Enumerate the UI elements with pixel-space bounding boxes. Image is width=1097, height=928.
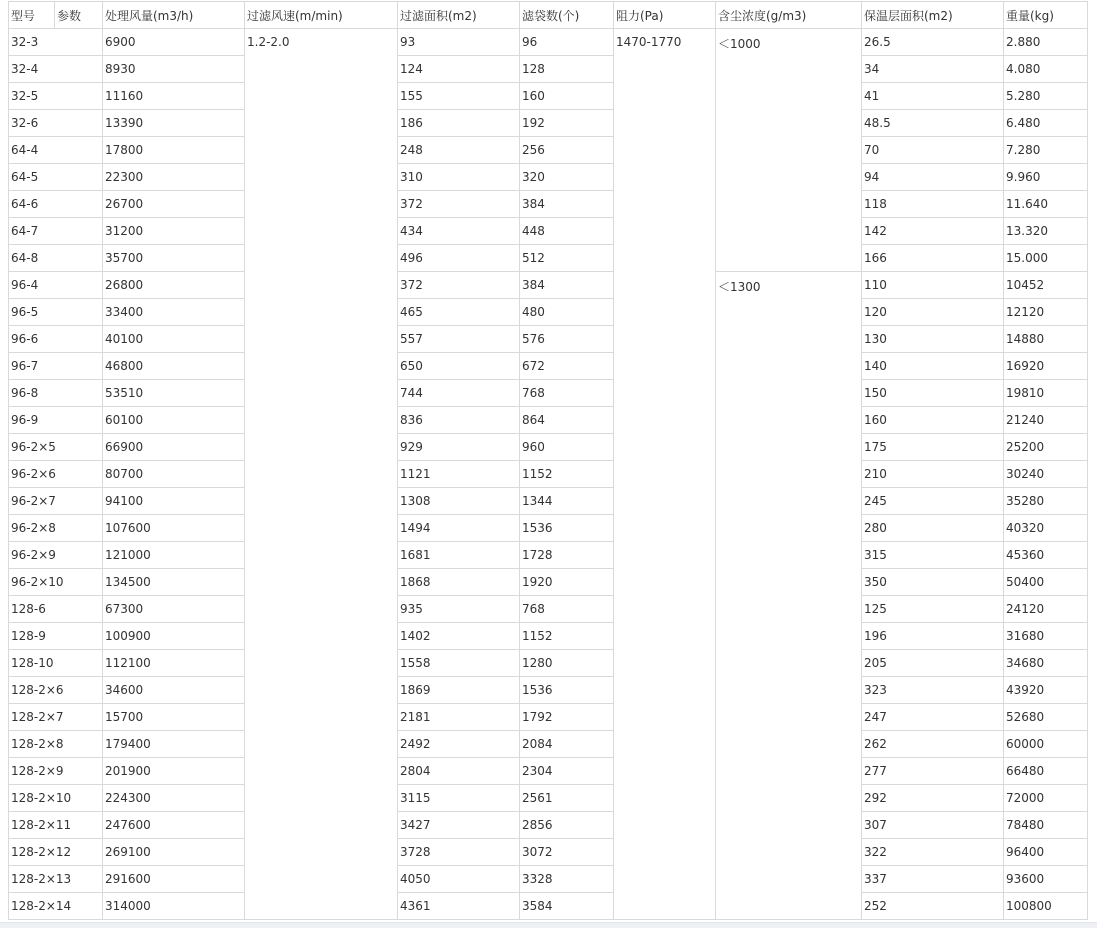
cell-bags: 192 [520,110,614,137]
cell-model: 64-5 [9,164,103,191]
table-row [9,515,1088,542]
cell-insulation: 70 [862,137,1004,164]
cell-model: 128-2×14 [9,893,103,920]
cell-area: 496 [398,245,520,272]
cell-insulation: 48.5 [862,110,1004,137]
table-row [9,704,1088,731]
cell-model: 96-2×10 [9,569,103,596]
cell-airflow: 26700 [103,191,245,218]
cell-weight: 93600 [1004,866,1088,893]
cell-weight: 12120 [1004,299,1088,326]
cell-bags: 1344 [520,488,614,515]
cell-bags: 3328 [520,866,614,893]
cell-airflow: 291600 [103,866,245,893]
table-row [9,29,1088,56]
cell-weight: 10452 [1004,272,1088,299]
header-velocity: 过滤风速(m/min) [245,2,398,29]
table-row [9,245,1088,272]
cell-model: 128-2×9 [9,758,103,785]
cell-insulation: 166 [862,245,1004,272]
horizontal-scrollbar-track[interactable] [0,922,1097,928]
cell-bags: 320 [520,164,614,191]
cell-bags: 1536 [520,677,614,704]
cell-airflow: 26800 [103,272,245,299]
cell-weight: 2.880 [1004,29,1088,56]
table-row [9,299,1088,326]
cell-bags: 384 [520,191,614,218]
cell-model: 64-6 [9,191,103,218]
cell-weight: 24120 [1004,596,1088,623]
cell-model: 128-2×13 [9,866,103,893]
cell-area: 1121 [398,461,520,488]
cell-airflow: 179400 [103,731,245,758]
cell-model: 64-7 [9,218,103,245]
table-row [9,542,1088,569]
cell-airflow: 100900 [103,623,245,650]
cell-model: 96-7 [9,353,103,380]
cell-area: 1868 [398,569,520,596]
cell-model: 128-2×7 [9,704,103,731]
cell-area: 186 [398,110,520,137]
cell-insulation: 210 [862,461,1004,488]
header-bags: 滤袋数(个) [520,2,614,29]
cell-insulation: 337 [862,866,1004,893]
cell-insulation: 120 [862,299,1004,326]
cell-airflow: 31200 [103,218,245,245]
cell-weight: 15.000 [1004,245,1088,272]
table-row [9,623,1088,650]
cell-bags: 1152 [520,623,614,650]
table-row [9,191,1088,218]
cell-insulation: 118 [862,191,1004,218]
cell-insulation: 247 [862,704,1004,731]
table-row [9,839,1088,866]
cell-bags: 2856 [520,812,614,839]
cell-insulation: 26.5 [862,29,1004,56]
cell-area: 1402 [398,623,520,650]
cell-airflow: 6900 [103,29,245,56]
table-row [9,110,1088,137]
cell-model: 128-2×6 [9,677,103,704]
header-param: 参数 [55,2,103,29]
cell-velocity: 1.2-2.0 [245,29,398,920]
cell-insulation: 315 [862,542,1004,569]
cell-area: 1558 [398,650,520,677]
cell-model: 128-6 [9,596,103,623]
cell-weight: 9.960 [1004,164,1088,191]
cell-model: 32-4 [9,56,103,83]
cell-insulation: 110 [862,272,1004,299]
cell-area: 3728 [398,839,520,866]
cell-airflow: 269100 [103,839,245,866]
cell-model: 128-2×8 [9,731,103,758]
table-row [9,488,1088,515]
cell-airflow: 40100 [103,326,245,353]
cell-airflow: 224300 [103,785,245,812]
cell-model: 64-8 [9,245,103,272]
cell-airflow: 201900 [103,758,245,785]
table-row [9,731,1088,758]
table-row [9,137,1088,164]
cell-weight: 72000 [1004,785,1088,812]
cell-model: 32-3 [9,29,103,56]
cell-bags: 256 [520,137,614,164]
cell-model: 96-6 [9,326,103,353]
cell-dust-group-2: ＜1300 [716,272,862,920]
cell-model: 128-2×10 [9,785,103,812]
cell-insulation: 94 [862,164,1004,191]
cell-weight: 52680 [1004,704,1088,731]
cell-bags: 3584 [520,893,614,920]
cell-insulation: 252 [862,893,1004,920]
header-insulation: 保温层面积(m2) [862,2,1004,29]
cell-bags: 768 [520,596,614,623]
table-row [9,569,1088,596]
table-row [9,83,1088,110]
cell-bags: 2304 [520,758,614,785]
table-row [9,272,1088,299]
cell-airflow: 13390 [103,110,245,137]
cell-weight: 16920 [1004,353,1088,380]
cell-airflow: 247600 [103,812,245,839]
cell-airflow: 8930 [103,56,245,83]
cell-model: 96-2×5 [9,434,103,461]
table-row [9,353,1088,380]
table-row [9,326,1088,353]
cell-insulation: 280 [862,515,1004,542]
cell-insulation: 41 [862,83,1004,110]
cell-bags: 512 [520,245,614,272]
cell-area: 1494 [398,515,520,542]
cell-area: 248 [398,137,520,164]
cell-area: 3115 [398,785,520,812]
cell-area: 2181 [398,704,520,731]
cell-model: 128-9 [9,623,103,650]
cell-area: 372 [398,191,520,218]
cell-airflow: 22300 [103,164,245,191]
cell-model: 96-8 [9,380,103,407]
cell-weight: 11.640 [1004,191,1088,218]
cell-insulation: 307 [862,812,1004,839]
cell-insulation: 175 [862,434,1004,461]
table-row [9,650,1088,677]
cell-area: 434 [398,218,520,245]
cell-insulation: 160 [862,407,1004,434]
cell-airflow: 314000 [103,893,245,920]
table-row [9,758,1088,785]
header-weight: 重量(kg) [1004,2,1088,29]
cell-area: 557 [398,326,520,353]
cell-airflow: 80700 [103,461,245,488]
cell-insulation: 196 [862,623,1004,650]
cell-model: 128-10 [9,650,103,677]
cell-airflow: 66900 [103,434,245,461]
cell-dust-group-1: ＜1000 [716,29,862,272]
cell-weight: 35280 [1004,488,1088,515]
cell-model: 64-4 [9,137,103,164]
cell-weight: 6.480 [1004,110,1088,137]
cell-insulation: 140 [862,353,1004,380]
table-row [9,56,1088,83]
cell-model: 128-2×12 [9,839,103,866]
cell-insulation: 125 [862,596,1004,623]
cell-area: 935 [398,596,520,623]
cell-insulation: 262 [862,731,1004,758]
cell-airflow: 60100 [103,407,245,434]
cell-weight: 19810 [1004,380,1088,407]
header-resistance: 阻力(Pa) [614,2,716,29]
table-row [9,893,1088,920]
cell-bags: 1792 [520,704,614,731]
cell-model: 96-5 [9,299,103,326]
cell-area: 155 [398,83,520,110]
cell-weight: 5.280 [1004,83,1088,110]
cell-weight: 40320 [1004,515,1088,542]
cell-weight: 21240 [1004,407,1088,434]
cell-area: 1308 [398,488,520,515]
header-row [9,2,1088,29]
cell-weight: 100800 [1004,893,1088,920]
table-row [9,461,1088,488]
table-row [9,677,1088,704]
cell-airflow: 35700 [103,245,245,272]
cell-area: 744 [398,380,520,407]
cell-bags: 864 [520,407,614,434]
header-airflow: 处理风量(m3/h) [103,2,245,29]
cell-bags: 576 [520,326,614,353]
cell-area: 650 [398,353,520,380]
cell-bags: 960 [520,434,614,461]
cell-model: 96-2×9 [9,542,103,569]
cell-weight: 50400 [1004,569,1088,596]
cell-airflow: 33400 [103,299,245,326]
cell-insulation: 322 [862,839,1004,866]
cell-model: 96-2×6 [9,461,103,488]
cell-airflow: 67300 [103,596,245,623]
cell-weight: 60000 [1004,731,1088,758]
cell-bags: 672 [520,353,614,380]
cell-insulation: 205 [862,650,1004,677]
cell-weight: 43920 [1004,677,1088,704]
cell-insulation: 245 [862,488,1004,515]
cell-weight: 25200 [1004,434,1088,461]
table-row [9,785,1088,812]
cell-insulation: 150 [862,380,1004,407]
table-row [9,407,1088,434]
table-row [9,434,1088,461]
cell-insulation: 277 [862,758,1004,785]
cell-bags: 1920 [520,569,614,596]
cell-model: 32-6 [9,110,103,137]
cell-insulation: 323 [862,677,1004,704]
cell-model: 96-4 [9,272,103,299]
cell-airflow: 15700 [103,704,245,731]
cell-model: 96-9 [9,407,103,434]
cell-area: 1681 [398,542,520,569]
table-row [9,380,1088,407]
cell-bags: 128 [520,56,614,83]
cell-bags: 768 [520,380,614,407]
cell-resistance: 1470-1770 [614,29,716,920]
cell-model: 128-2×11 [9,812,103,839]
cell-bags: 1280 [520,650,614,677]
cell-insulation: 292 [862,785,1004,812]
cell-weight: 34680 [1004,650,1088,677]
cell-area: 310 [398,164,520,191]
cell-weight: 96400 [1004,839,1088,866]
table-row [9,866,1088,893]
cell-area: 2492 [398,731,520,758]
cell-airflow: 17800 [103,137,245,164]
cell-weight: 13.320 [1004,218,1088,245]
cell-bags: 384 [520,272,614,299]
header-dust: 含尘浓度(g/m3) [716,2,862,29]
cell-weight: 45360 [1004,542,1088,569]
cell-airflow: 112100 [103,650,245,677]
cell-bags: 1728 [520,542,614,569]
header-model: 型号 [9,2,55,29]
cell-bags: 96 [520,29,614,56]
cell-airflow: 134500 [103,569,245,596]
cell-weight: 78480 [1004,812,1088,839]
cell-airflow: 107600 [103,515,245,542]
cell-insulation: 34 [862,56,1004,83]
cell-area: 372 [398,272,520,299]
spec-table [8,1,1088,920]
cell-area: 836 [398,407,520,434]
table-row [9,164,1088,191]
cell-airflow: 34600 [103,677,245,704]
cell-area: 465 [398,299,520,326]
cell-area: 929 [398,434,520,461]
cell-airflow: 94100 [103,488,245,515]
cell-model: 96-2×7 [9,488,103,515]
cell-area: 3427 [398,812,520,839]
cell-airflow: 11160 [103,83,245,110]
header-area: 过滤面积(m2) [398,2,520,29]
cell-weight: 4.080 [1004,56,1088,83]
cell-area: 124 [398,56,520,83]
cell-model: 96-2×8 [9,515,103,542]
cell-bags: 3072 [520,839,614,866]
cell-area: 2804 [398,758,520,785]
cell-area: 4361 [398,893,520,920]
cell-weight: 31680 [1004,623,1088,650]
table-row [9,812,1088,839]
cell-bags: 2084 [520,731,614,758]
cell-bags: 448 [520,218,614,245]
cell-airflow: 53510 [103,380,245,407]
cell-bags: 1536 [520,515,614,542]
table-body [9,29,1088,920]
cell-bags: 1152 [520,461,614,488]
table-row [9,596,1088,623]
cell-weight: 66480 [1004,758,1088,785]
cell-weight: 30240 [1004,461,1088,488]
cell-area: 93 [398,29,520,56]
cell-airflow: 46800 [103,353,245,380]
cell-weight: 14880 [1004,326,1088,353]
cell-area: 1869 [398,677,520,704]
cell-insulation: 350 [862,569,1004,596]
cell-bags: 160 [520,83,614,110]
cell-insulation: 142 [862,218,1004,245]
cell-weight: 7.280 [1004,137,1088,164]
cell-bags: 480 [520,299,614,326]
cell-model: 32-5 [9,83,103,110]
cell-area: 4050 [398,866,520,893]
table-row [9,218,1088,245]
cell-airflow: 121000 [103,542,245,569]
cell-insulation: 130 [862,326,1004,353]
cell-bags: 2561 [520,785,614,812]
